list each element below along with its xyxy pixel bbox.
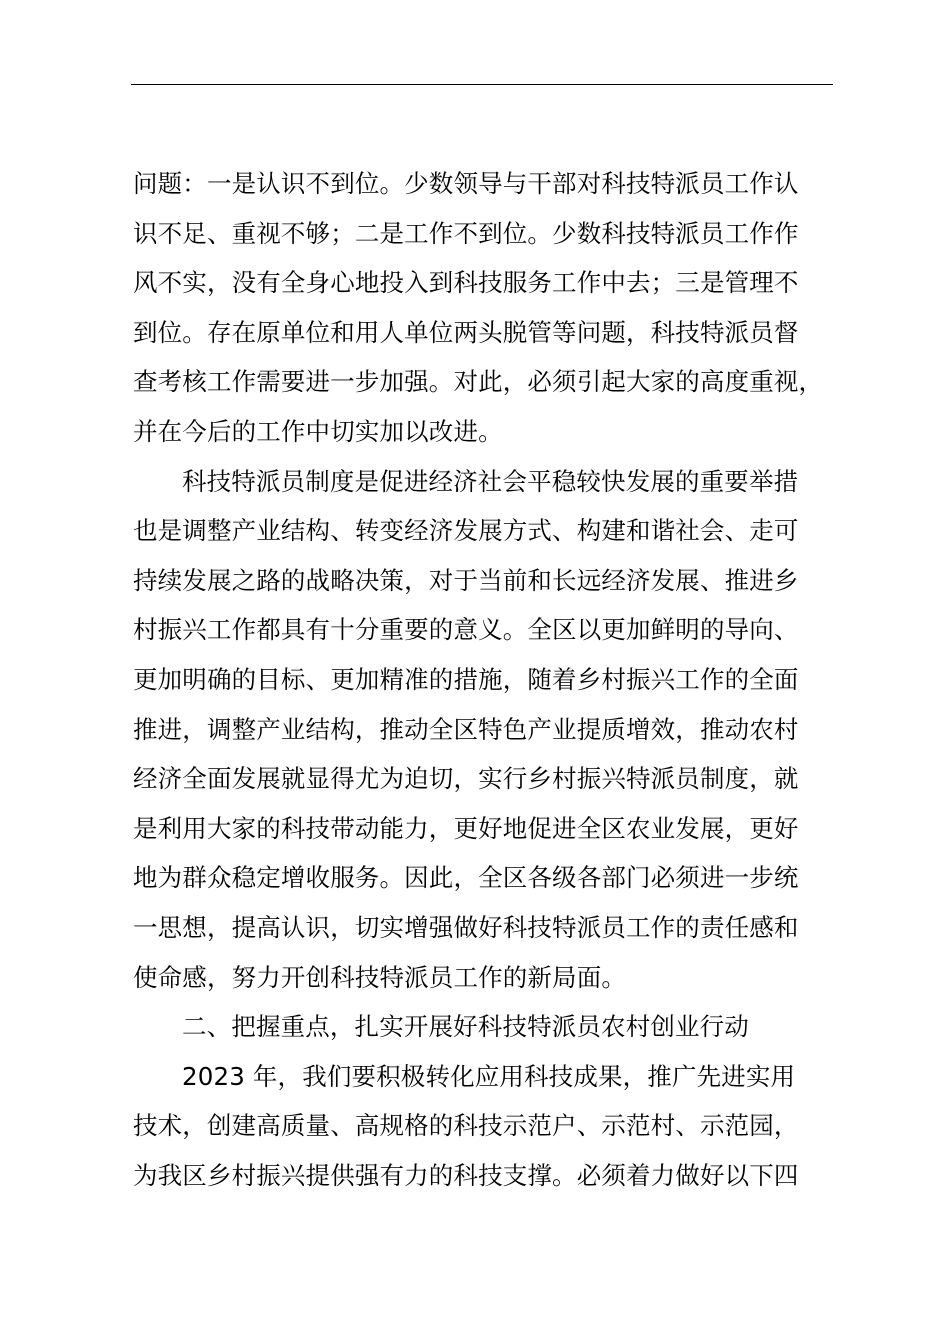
text-line: 一思想，提高认识，切实增强做好科技特派员工作的责任感和 xyxy=(133,913,799,942)
text-line: 地为群众稳定增收服务。因此，全区各级各部门必须进一步统 xyxy=(133,863,799,893)
text-line: 查考核工作需要进一步加强。对此，必须引起大家的高度重视， xyxy=(133,367,824,397)
text-line: 到位。存在原单位和用人单位两头脱管等问题，科技特派员督 xyxy=(133,317,799,347)
text-line: 更加明确的目标、更加精准的措施，随着乡村振兴工作的全面 xyxy=(133,665,799,694)
text-line: 持续发展之路的战略决策，对于当前和长远经济发展、推进乡 xyxy=(133,565,799,595)
text-line: 为我区乡村振兴提供强有力的科技支撑。必须着力做好以下四 xyxy=(133,1161,799,1190)
header-rule xyxy=(131,84,833,85)
text-line: 风不实，没有全身心地投入到科技服务工作中去；三是管理不 xyxy=(133,268,799,298)
text-line: 推进，调整产业结构，推动全区特色产业提质增效，推动农村 xyxy=(133,714,799,744)
text-line: 问题：一是认识不到位。少数领导与干部对科技特派员工作认 xyxy=(133,169,799,198)
text-line: 2023 年，我们要积极转化应用科技成果，推广先进实用 xyxy=(182,1061,796,1091)
text-line: 经济全面发展就显得尤为迫切，实行乡村振兴特派员制度，就 xyxy=(133,764,799,794)
text-line: 识不足、重视不够；二是工作不到位。少数科技特派员工作作 xyxy=(133,218,799,248)
text-line: 村振兴工作都具有十分重要的意义。全区以更加鲜明的导向、 xyxy=(133,615,799,645)
text-line: 是利用大家的科技带动能力，更好地促进全区农业发展，更好 xyxy=(133,813,799,843)
text-line: 科技特派员制度是促进经济社会平稳较快发展的重要举措 xyxy=(182,466,799,496)
text-line: 技术，创建高质量、高规格的科技示范户、示范村、示范园， xyxy=(133,1111,799,1141)
text-line: 并在今后的工作中切实加以改进。 xyxy=(133,417,503,446)
text-line: 也是调整产业结构、转变经济发展方式、构建和谐社会、走可 xyxy=(133,516,799,546)
text-line: 二、把握重点，扎实开展好科技特派员农村创业行动 xyxy=(182,1012,749,1042)
text-line: 使命感，努力开创科技特派员工作的新局面。 xyxy=(133,962,626,992)
